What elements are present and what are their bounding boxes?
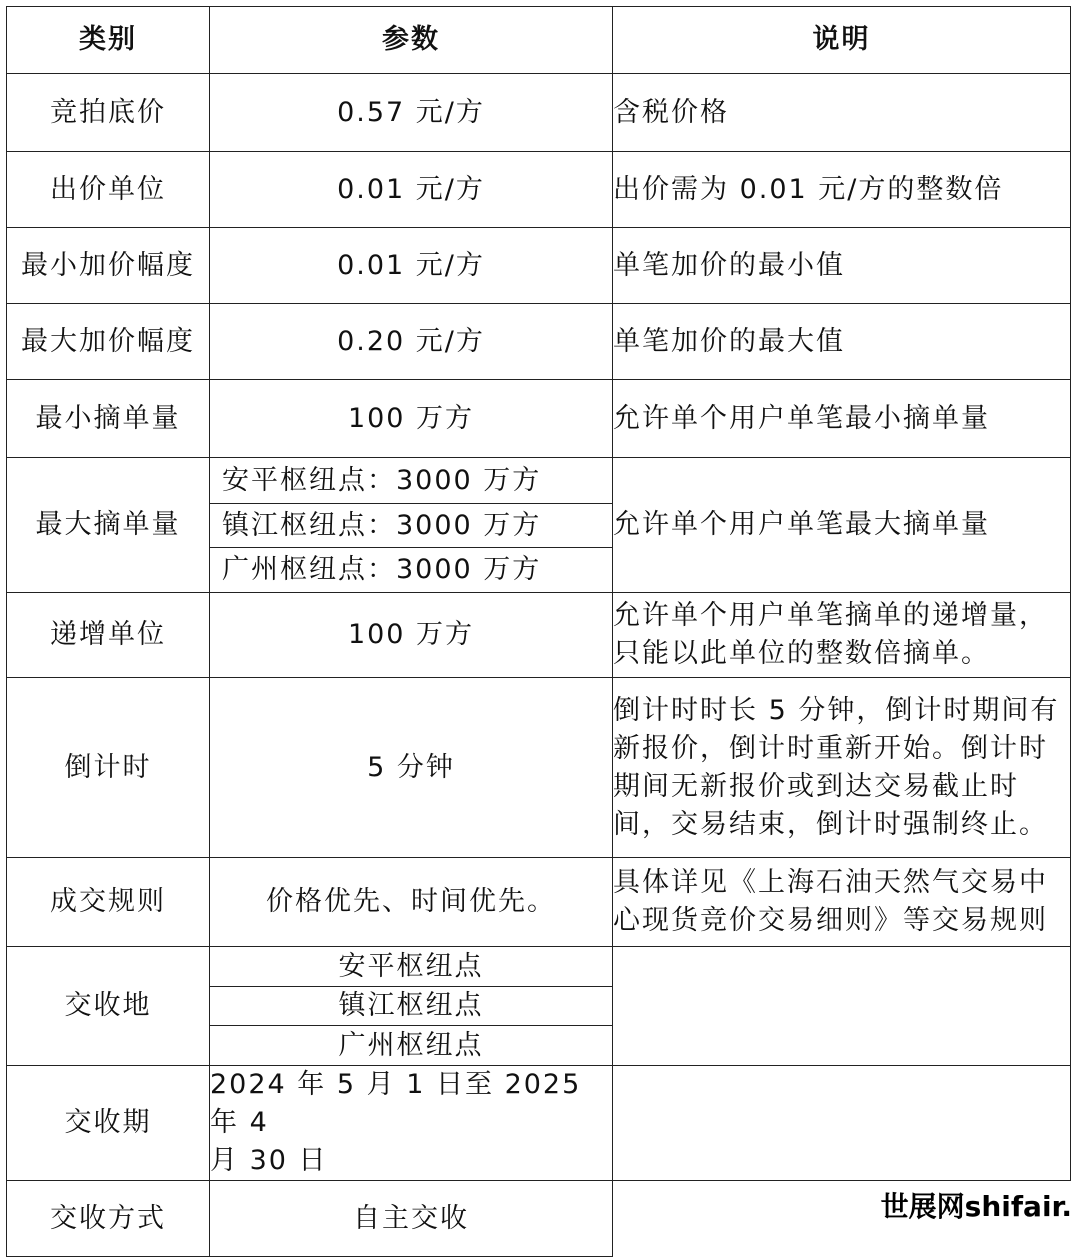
parameter-line: 月 30 日	[210, 1145, 328, 1176]
description-line: 允许单个用户单笔摘单的递增量，	[613, 600, 1048, 631]
description-cell	[613, 152, 1071, 228]
description-cell	[613, 380, 1071, 458]
table-row	[7, 1066, 1071, 1181]
parameter-subcell: 广州枢纽点：3000 万方	[222, 553, 542, 585]
parameter-cell: 100 万方	[210, 593, 613, 678]
category-cell: 成交规则	[7, 858, 210, 947]
description-line: 倒计时时长 5 分钟，倒计时期间有	[613, 694, 1060, 726]
watermark-logo: 世展网shifair.	[875, 1183, 1078, 1227]
description-line: 含税价格	[613, 96, 729, 128]
description-cell	[613, 678, 1071, 858]
description-cell	[613, 858, 1071, 947]
description-cell	[613, 304, 1071, 380]
header-description: 说明	[613, 7, 1071, 74]
description-cell	[613, 593, 1071, 678]
category-cell: 最大摘单量	[7, 458, 210, 593]
parameter-cell	[210, 1066, 613, 1181]
description-line: 只能以此单位的整数倍摘单。	[613, 638, 990, 669]
description-cell	[613, 947, 1071, 1066]
parameter-cell: 自主交收	[210, 1181, 613, 1257]
description-line: 心现货竞价交易细则》等交易规则	[613, 905, 1048, 936]
parameter-line: 2024 年 5 月 1 日至 2025 年 4	[210, 1069, 582, 1138]
category-cell: 竞拍底价	[7, 74, 210, 152]
category-cell: 交收期	[7, 1066, 210, 1181]
description-line: 期间无新报价或到达交易截止时	[613, 770, 1019, 802]
parameter-cell	[210, 458, 613, 593]
parameter-subcell: 广州枢纽点	[338, 1030, 484, 1061]
category-cell: 最小摘单量	[7, 380, 210, 458]
spec-table	[6, 6, 1071, 1257]
category-cell: 出价单位	[7, 152, 210, 228]
parameter-cell: 价格优先、时间优先。	[210, 858, 613, 947]
table-row	[7, 858, 1071, 947]
category-cell: 倒计时	[7, 678, 210, 858]
table-row	[7, 678, 1071, 858]
description-line: 间，交易结束，倒计时强制终止。	[613, 808, 1048, 840]
table-row	[7, 74, 1071, 152]
table-row	[7, 304, 1071, 380]
description-cell	[613, 74, 1071, 152]
description-cell	[613, 458, 1071, 593]
parameter-cell: 5 分钟	[210, 678, 613, 858]
table-row	[7, 593, 1071, 678]
description-line: 出价需为 0.01 元/方的整数倍	[613, 173, 1004, 205]
table-row	[7, 152, 1071, 228]
category-cell: 交收地	[7, 947, 210, 1066]
table-row	[7, 380, 1071, 458]
description-line: 允许单个用户单笔最小摘单量	[613, 402, 990, 434]
category-cell: 最小加价幅度	[7, 228, 210, 304]
parameter-cell: 0.57 元/方	[210, 74, 613, 152]
parameter-cell: 0.01 元/方	[210, 228, 613, 304]
parameter-subcell: 安平枢纽点：3000 万方	[210, 459, 612, 504]
table-row	[7, 458, 1071, 593]
category-cell: 递增单位	[7, 593, 210, 678]
description-line: 单笔加价的最大值	[613, 325, 845, 357]
table-row	[7, 228, 1071, 304]
parameter-cell: 100 万方	[210, 380, 613, 458]
description-line: 具体详见《上海石油天然气交易中	[613, 867, 1048, 898]
description-cell	[613, 1066, 1071, 1181]
description-line: 允许单个用户单笔最大摘单量	[613, 509, 990, 540]
category-cell: 交收方式	[7, 1181, 210, 1257]
parameter-subcell: 镇江枢纽点	[210, 987, 612, 1026]
parameter-subcell: 安平枢纽点	[210, 947, 612, 987]
description-cell	[613, 228, 1071, 304]
header-row	[7, 7, 1071, 74]
category-cell: 最大加价幅度	[7, 304, 210, 380]
header-category: 类别	[7, 7, 210, 74]
description-line: 单笔加价的最小值	[613, 249, 845, 281]
parameter-cell: 0.20 元/方	[210, 304, 613, 380]
description-line: 新报价，倒计时重新开始。倒计时	[613, 732, 1048, 764]
parameter-cell	[210, 947, 613, 1066]
parameter-cell: 0.01 元/方	[210, 152, 613, 228]
header-parameter: 参数	[210, 7, 613, 74]
table-row	[7, 947, 1071, 1066]
parameter-subcell: 镇江枢纽点：3000 万方	[210, 504, 612, 548]
